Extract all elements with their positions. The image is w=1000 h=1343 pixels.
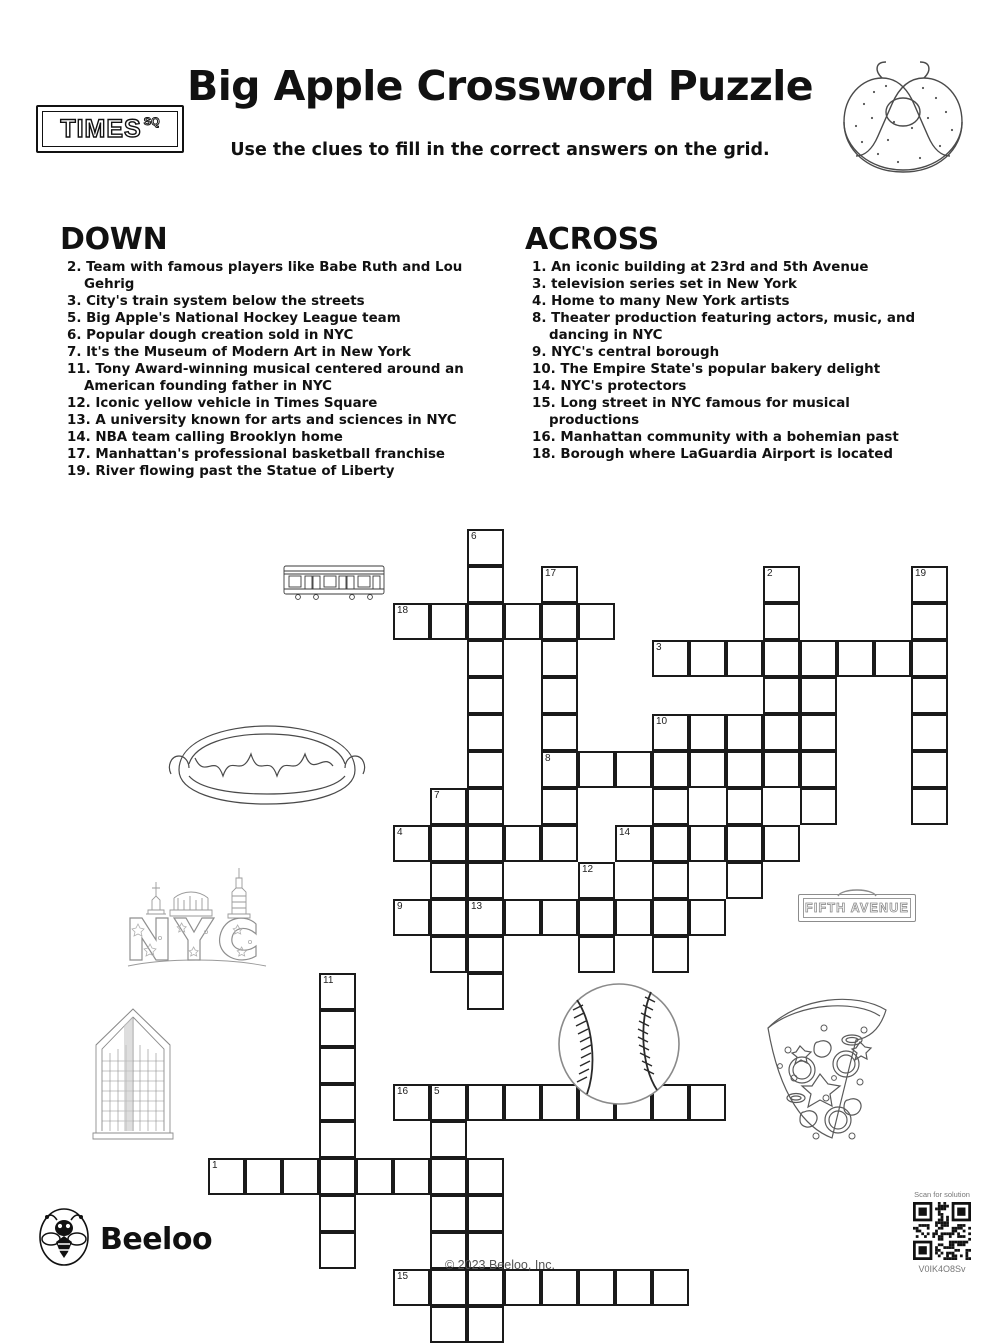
grid-cell[interactable]: [615, 751, 652, 788]
grid-cell[interactable]: [467, 603, 504, 640]
grid-cell-number: 3: [656, 642, 662, 653]
grid-cell[interactable]: [800, 714, 837, 751]
grid-cell-number: 8: [545, 753, 551, 764]
grid-cell-number: 2: [767, 568, 773, 579]
clue-item-across-8: 8. Theater production featuring actors, music, and dancing in NYC: [532, 311, 916, 343]
grid-cell[interactable]: [763, 677, 800, 714]
grid-cell[interactable]: [541, 714, 578, 751]
grid-cell[interactable]: [319, 1047, 356, 1084]
grid-cell[interactable]: [541, 640, 578, 677]
grid-cell[interactable]: [430, 788, 467, 825]
grid-cell[interactable]: [467, 825, 504, 862]
nyc-skyline-icon: [116, 866, 276, 978]
grid-cell[interactable]: [467, 677, 504, 714]
grid-cell[interactable]: [467, 640, 504, 677]
grid-cell[interactable]: [763, 751, 800, 788]
clue-item-down-14: 14. NBA team calling Brooklyn home: [67, 429, 343, 445]
grid-cell-number: 9: [397, 901, 403, 912]
grid-cell[interactable]: [504, 899, 541, 936]
grid-cell[interactable]: [763, 825, 800, 862]
grid-cell[interactable]: [652, 862, 689, 899]
grid-cell[interactable]: [689, 640, 726, 677]
grid-cell-number: 4: [397, 827, 403, 838]
grid-cell[interactable]: [911, 714, 948, 751]
grid-cell[interactable]: [430, 603, 467, 640]
grid-cell[interactable]: [726, 751, 763, 788]
grid-cell[interactable]: [652, 714, 689, 751]
clue-item-down-13: 13. A university known for arts and sciences in NYC: [67, 412, 457, 428]
grid-cell-number: 11: [323, 975, 334, 986]
clue-item-down-5: 5. Big Apple's National Hockey League team: [67, 310, 401, 326]
grid-cell[interactable]: [911, 788, 948, 825]
grid-cell-number: 13: [471, 901, 483, 912]
grid-cell[interactable]: [911, 677, 948, 714]
grid-cell[interactable]: [541, 825, 578, 862]
grid-cell[interactable]: [467, 751, 504, 788]
grid-cell[interactable]: [393, 825, 430, 862]
fifth-avenue-sign-icon: [790, 888, 925, 928]
clue-item-across-15: 15. Long street in NYC famous for musical productions: [532, 396, 850, 428]
grid-cell[interactable]: [319, 1121, 356, 1158]
grid-cell-number: 1: [212, 1160, 218, 1171]
grid-cell[interactable]: [874, 640, 911, 677]
fifth-avenue-plate: [798, 894, 916, 922]
grid-cell-number: 16: [397, 1086, 409, 1097]
grid-cell[interactable]: [652, 640, 689, 677]
grid-cell[interactable]: [652, 788, 689, 825]
grid-cell[interactable]: [467, 1084, 504, 1121]
grid-cell[interactable]: [541, 788, 578, 825]
grid-cell[interactable]: [541, 603, 578, 640]
grid-cell[interactable]: [467, 862, 504, 899]
clue-item-across-10: 10. The Empire State's popular bakery delight: [532, 362, 881, 378]
grid-cell[interactable]: [763, 603, 800, 640]
grid-cell[interactable]: [800, 640, 837, 677]
grid-cell[interactable]: [393, 899, 430, 936]
clue-item-across-14: 14. NYC's protectors: [532, 379, 687, 395]
clue-item-across-3: 3. television series set in New York: [532, 277, 797, 293]
grid-cell[interactable]: [615, 825, 652, 862]
grid-cell[interactable]: [541, 751, 578, 788]
grid-cell[interactable]: [467, 714, 504, 751]
grid-cell[interactable]: [467, 899, 504, 936]
clue-item-across-9: 9. NYC's central borough: [532, 344, 720, 360]
grid-cell[interactable]: [467, 936, 504, 973]
grid-cell[interactable]: [911, 603, 948, 640]
clue-item-down-17: 17. Manhattan's professional basketball franchise: [67, 447, 445, 463]
page-title: Big Apple Crossword Puzzle: [187, 62, 813, 110]
grid-cell[interactable]: [578, 751, 615, 788]
grid-cell[interactable]: [726, 862, 763, 899]
grid-cell[interactable]: [726, 640, 763, 677]
grid-cell-number: 15: [397, 1271, 409, 1282]
grid-cell[interactable]: [763, 566, 800, 603]
grid-cell[interactable]: [689, 825, 726, 862]
brand-name: Beeloo: [100, 1222, 213, 1257]
flatiron-building-icon: [88, 1005, 178, 1145]
qr-caption: Scan for solution: [914, 1190, 970, 1199]
grid-cell[interactable]: [689, 1084, 726, 1121]
clue-item-down-2: 2. Team with famous players like Babe Ruth and Lou Gehrig: [67, 260, 463, 292]
grid-cell[interactable]: [652, 825, 689, 862]
grid-cell-number: 7: [434, 790, 440, 801]
page-subtitle: Use the clues to fill in the correct answers on the grid.: [230, 140, 770, 160]
grid-cell[interactable]: [430, 1084, 467, 1121]
page-footer: [0, 1190, 1000, 1294]
qr-code-icon[interactable]: [913, 1202, 971, 1260]
grid-cell[interactable]: [652, 936, 689, 973]
pizza-slice-icon: [760, 982, 895, 1150]
grid-cell-number: 10: [656, 716, 668, 727]
grid-cell[interactable]: [393, 1084, 430, 1121]
grid-cell[interactable]: [652, 899, 689, 936]
grid-cell[interactable]: [726, 825, 763, 862]
times-logo-word: TIMES: [60, 114, 142, 143]
grid-cell-number: 6: [471, 531, 477, 542]
grid-cell[interactable]: [578, 899, 615, 936]
grid-cell[interactable]: [430, 862, 467, 899]
grid-cell[interactable]: [689, 899, 726, 936]
grid-cell-number: 17: [545, 568, 557, 579]
grid-cell-number: 12: [582, 864, 594, 875]
grid-cell[interactable]: [800, 788, 837, 825]
grid-cell[interactable]: [578, 936, 615, 973]
grid-cell[interactable]: [319, 973, 356, 1010]
qr-id-label: V0IK4O8Sv: [918, 1264, 966, 1274]
clue-item-across-4: 4. Home to many New York artists: [532, 294, 790, 310]
hot-dog-icon: [165, 718, 370, 810]
clue-item-across-18: 18. Borough where LaGuardia Airport is located: [532, 447, 893, 463]
grid-cell[interactable]: [467, 529, 504, 566]
clue-item-down-6: 6. Popular dough creation sold in NYC: [67, 327, 354, 343]
grid-cell[interactable]: [504, 603, 541, 640]
grid-cell[interactable]: [504, 825, 541, 862]
grid-cell[interactable]: [800, 751, 837, 788]
grid-cell-number: 5: [434, 1086, 440, 1097]
grid-cell[interactable]: [726, 714, 763, 751]
baseball-icon: [553, 978, 686, 1111]
clue-item-across-1: 1. An iconic building at 23rd and 5th Avenue: [532, 260, 869, 275]
grid-cell[interactable]: [430, 1121, 467, 1158]
grid-cell[interactable]: [319, 1010, 356, 1047]
grid-cell[interactable]: [467, 566, 504, 603]
grid-cell[interactable]: [541, 566, 578, 603]
grid-cell[interactable]: [430, 1306, 467, 1343]
grid-cell[interactable]: [467, 1306, 504, 1343]
clue-item-down-7: 7. It's the Museum of Modern Art in New York: [67, 344, 411, 360]
grid-cell[interactable]: [504, 1084, 541, 1121]
grid-cell[interactable]: [689, 751, 726, 788]
grid-cell[interactable]: [615, 899, 652, 936]
fifth-avenue-label: FIFTH AVENUE: [805, 901, 909, 915]
grid-cell[interactable]: [467, 788, 504, 825]
grid-cell[interactable]: [689, 714, 726, 751]
clue-item-down-3: 3. City's train system below the streets: [67, 293, 365, 309]
subway-car-icon: [282, 562, 386, 604]
times-logo-sq-word: SQ: [143, 116, 160, 128]
clue-item-down-11: 11. Tony Award-winning musical centered around an American founding father in NYC: [67, 362, 464, 394]
grid-cell[interactable]: [726, 788, 763, 825]
grid-cell[interactable]: [393, 603, 430, 640]
grid-cell-number: 19: [915, 568, 927, 579]
grid-cell[interactable]: [911, 566, 948, 603]
grid-cell[interactable]: [467, 973, 504, 1010]
copyright-text: © 2023 Beeloo, Inc.: [445, 1258, 555, 1272]
qr-block: [896, 1190, 988, 1274]
grid-cell[interactable]: [837, 640, 874, 677]
grid-cell[interactable]: [763, 714, 800, 751]
grid-cell[interactable]: [911, 640, 948, 677]
grid-cell[interactable]: [430, 936, 467, 973]
grid-cell[interactable]: [652, 751, 689, 788]
clue-item-across-16: 16. Manhattan community with a bohemian past: [532, 429, 899, 445]
grid-cell[interactable]: [430, 899, 467, 936]
fifth-avenue-plate-inner: [803, 898, 911, 918]
grid-cell[interactable]: [800, 677, 837, 714]
grid-cell[interactable]: [430, 825, 467, 862]
grid-cell[interactable]: [763, 640, 800, 677]
grid-cell[interactable]: [578, 603, 615, 640]
grid-cell[interactable]: [911, 751, 948, 788]
clue-item-down-19: 19. River flowing past the Statue of Liberty: [67, 464, 395, 480]
clue-item-down-12: 12. Iconic yellow vehicle in Times Square: [67, 395, 378, 411]
grid-cell[interactable]: [541, 677, 578, 714]
across-clues-heading: ACROSS: [525, 222, 659, 257]
grid-cell-number: 14: [619, 827, 631, 838]
grid-cell-number: 18: [397, 605, 409, 616]
grid-cell[interactable]: [541, 899, 578, 936]
grid-cell[interactable]: [319, 1084, 356, 1121]
down-clues-heading: DOWN: [60, 222, 168, 257]
grid-cell[interactable]: [578, 862, 615, 899]
